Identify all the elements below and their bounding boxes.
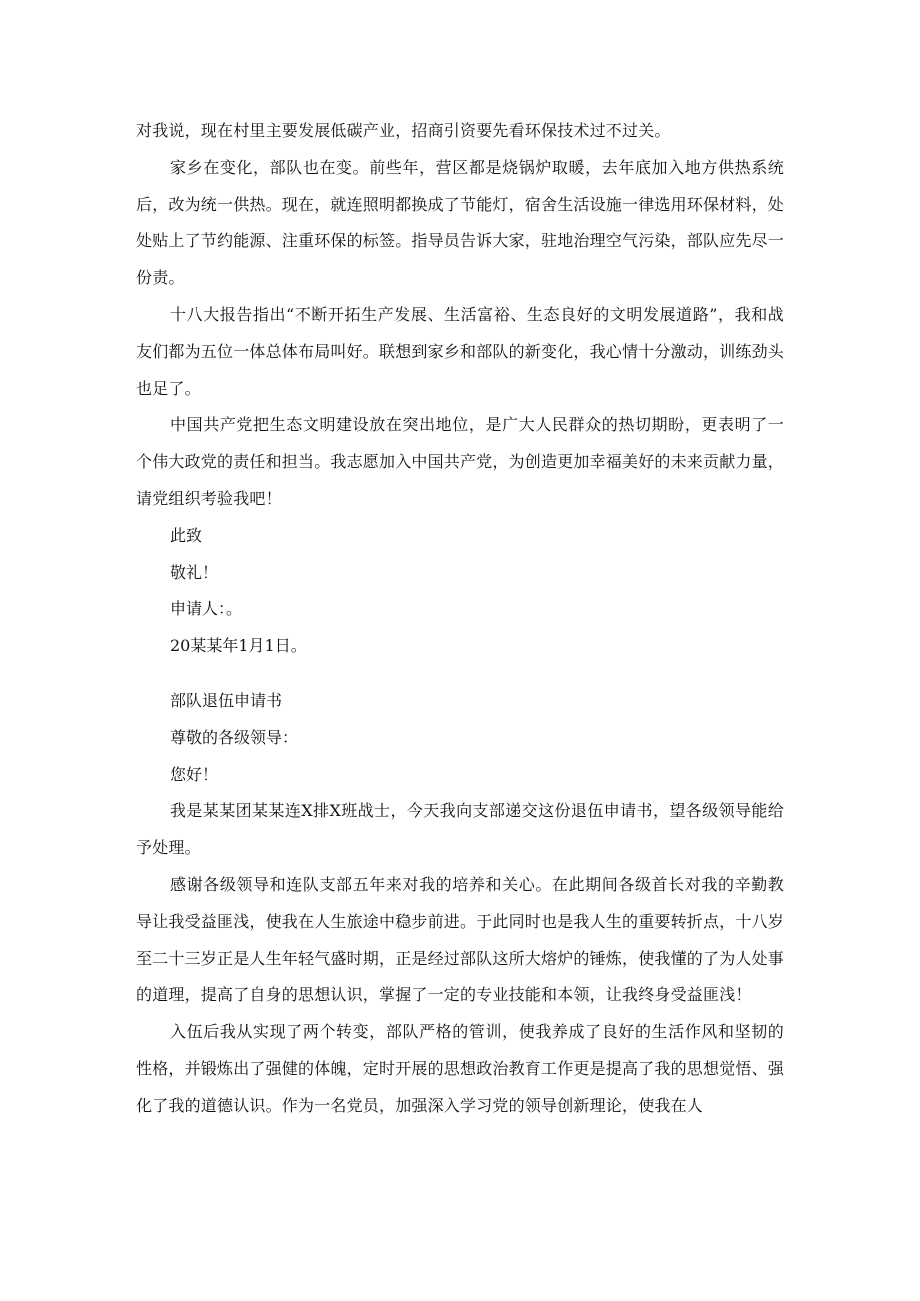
greeting: 您好！ [170, 764, 219, 784]
date-line: 20某某年1月1日。 [170, 636, 307, 656]
document-page [136, 113, 784, 1125]
paragraph-3: 十八大报告指出“不断开拓生产发展、生活富裕、生态良好的文明发展道路”，我和战友们都为五位一体总体布局叫好。联想到家乡和部队的新变化，我心情十分激动，训练劲头也足了。 [136, 304, 785, 398]
section-title: 部队退伍申请书 [170, 690, 283, 710]
paragraph-4: 中国共产党把生态文明建设放在突出地位，是广大人民群众的热切期盼，更表明了一个伟大政党的责任和担当。我志愿加入中国共产党，为创造更加幸福美好的未来贡献力量，请党组织考验我吧！ [136, 415, 785, 508]
salutation: 尊敬的各级领导： [170, 727, 299, 747]
paragraph-1: 对我说，现在村里主要发展低碳产业，招商引资要先看环保技术过不过关。 [136, 121, 671, 140]
closing-line-1: 此致 [170, 525, 203, 545]
paragraph-6: 感谢各级领导和连队支部五年来对我的培养和关心。在此期间各级首长对我的辛勤教导让我受益匪浅，使我在人生旅途中稳步前进。于此同时也是我人生的重要转折点，十八岁至二十三岁正是人生年轻气盛时期，正是经过部队这所大熔炉的锤炼，使我懂的了为人处事的道理，提高了自身的思想认识，掌握了一定的专业技能和本领，让我终身受益匪浅！ [136, 874, 785, 1005]
section-gap [136, 665, 784, 683]
applicant-line: 申请人：。 [170, 599, 243, 619]
paragraph-7: 入伍后我从实现了两个转变，部队严格的管训，使我养成了良好的生活作风和坚韧的性格，并锻炼出了强健的体魄，定时开展的思想政治教育工作更是提高了我的思想觉悟、强化了我的道德认识。作为一名党员，加强深入学习党的领导创新理论，使我在人 [136, 1022, 785, 1115]
paragraph-5: 我是某某团某某连X排X班战士，今天我向支部递交这份退伍申请书，望各级领导能给予处理。 [136, 801, 784, 858]
closing-line-2: 敬礼！ [170, 562, 219, 582]
paragraph-2: 家乡在变化，部队也在变。前些年，营区都是烧锅炉取暖，去年底加入地方供热系统后，改为统一供热。现在，就连照明都换成了节能灯，宿舍生活设施一律选用环保材料，处处贴上了节约能源、注重环保的标签。指导员告诉大家，驻地治理空气污染，部队应先尽一份责。 [136, 157, 785, 288]
